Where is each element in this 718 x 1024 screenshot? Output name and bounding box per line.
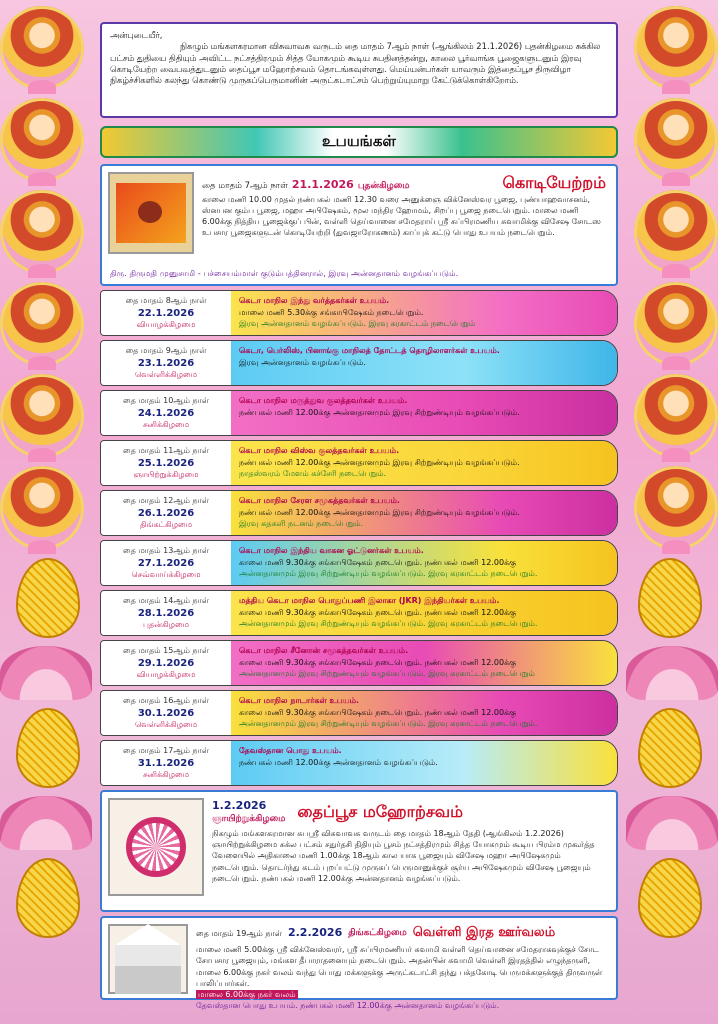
day-title: கெடா மாநில இந்திய வாகன ஓட்டுனர்கள் உபயம். bbox=[239, 546, 424, 555]
day-row bbox=[100, 340, 618, 386]
flag-day-title: கொடியேற்றம் bbox=[498, 172, 610, 194]
deity-figure-icon bbox=[0, 282, 84, 366]
heading-text: உபயங்கள் bbox=[322, 132, 396, 150]
day-details bbox=[231, 741, 617, 785]
deity-figure-icon bbox=[634, 374, 718, 458]
golden-leaf-icon bbox=[638, 708, 702, 788]
day-line2: நாதஸ்வரம் மேளம் கச்சேரி நடைபெறும். bbox=[239, 469, 387, 479]
flag-day-prefix: தை மாதம் 7ஆம் நாள் bbox=[202, 181, 288, 191]
flag-day-footer: திரு. திருமதி முனுசாமி - பச்சையம்மாள் குடும்பத்தினரால், இரவு அன்னதானம் வழங்கப்படும். bbox=[110, 268, 459, 278]
deity-figure-icon bbox=[634, 282, 718, 366]
day-weekday: சனிக்கிழமை bbox=[142, 769, 190, 779]
day-details bbox=[231, 641, 617, 685]
day-prefix: தை மாதம் 11ஆம் நாள் bbox=[123, 446, 209, 456]
day-row bbox=[100, 740, 618, 786]
golden-leaf-icon bbox=[638, 558, 702, 638]
day-line1: காலை மணி 9.30க்கு சங்காபிஷேகம் நடைபெறும். நண்பகல் மணி 12.00க்கு bbox=[239, 557, 517, 567]
day-line1: நண்பகல் மணி 12.00க்கு அன்னதானமும் இரவு சிற்றுண்டியும் வழங்கப்படும். bbox=[239, 457, 520, 467]
day-date-cell bbox=[101, 341, 231, 385]
day-line1: மாலை மணி 5.30க்கு சங்காபிஷேகம் நடைபெறும். bbox=[239, 307, 424, 317]
day-date: 28.1.2026 bbox=[137, 607, 195, 619]
day-title: தேவஸ்தான பொது உபயம். bbox=[239, 746, 342, 755]
day-details bbox=[231, 441, 617, 485]
day-date-cell bbox=[101, 541, 231, 585]
day-details bbox=[231, 341, 617, 385]
kavadi-image bbox=[108, 798, 204, 896]
chariot-body bbox=[188, 924, 610, 1011]
day-weekday: புதன்கிழமை bbox=[143, 619, 189, 629]
day-title: மத்திய கெடா மாநில பொதுப்பணி இலாகா (JKR) இந்தியர்கள் உபயம். bbox=[239, 596, 500, 605]
day-line1: காலை மணி 9.30க்கு சங்காபிஷேகம் நடைபெறும். நண்பகல் மணி 12.00க்கு bbox=[239, 707, 517, 717]
intro-box bbox=[100, 22, 618, 118]
day-details bbox=[231, 591, 617, 635]
day-line2: அன்னதானமும் இரவு சிற்றுண்டியும் வழங்கப்படும். இரவு கரகாட்டம் நடைபெறும் bbox=[239, 669, 535, 679]
day-weekday: திங்கட்கிழமை bbox=[139, 519, 193, 529]
day-weekday: ஞாயிற்றுக்கிழமை bbox=[133, 469, 199, 479]
day-date: 23.1.2026 bbox=[137, 357, 195, 369]
day-row bbox=[100, 390, 618, 436]
thaipusam-date: 1.2.2026 bbox=[212, 799, 267, 812]
lotus-icon bbox=[0, 796, 92, 850]
day-weekday: வியாழக்கிழமை bbox=[136, 669, 196, 679]
day-line1: நண்பகல் மணி 12.00க்கு அன்னதானமும் இரவு சிற்றுண்டியும் வழங்கப்படும். bbox=[239, 507, 520, 517]
day-line1: காலை மணி 9.30க்கு சங்காபிஷேகம் நடைபெறும். நண்பகல் மணி 12.00க்கு bbox=[239, 607, 517, 617]
flag-day-text: காலை மணி 10.00 முதல் நண்பகல் மணி 12.30 வரை அனுக்ஞை விக்னேஸ்வர பூஜை, புண்யாஹவாசனம், ஸ்னபன கும்ப பூஜை, மஹா அபிஷேகம், மூல மந்திர ஹோமம், சிறப்பு பூஜை நடைபெறும். மாலை மணி 6.00க்கு நித்திய பூஜைக்குப் பின், வள்ளி தெய்வானை சமேதராய் ஸ்ரீ சுப்பிரமணிய சுவாமிக்கு விசேஷ சோடஸ உபசார பூஜைகளுடன் கொடியேற்றி (துவஜாரோகணம்) காப்புக் கட்டு பொது உபயம் நடைபெறும். bbox=[202, 195, 601, 238]
day-row bbox=[100, 640, 618, 686]
thaipusam-header bbox=[212, 798, 610, 826]
day-line2: அன்னதானமும் இரவு சிற்றுண்டியும் வழங்கப்படும். இரவு கரகாட்டம் நடைபெறும். bbox=[239, 719, 538, 729]
thaipusam-card bbox=[100, 790, 618, 912]
main-content bbox=[100, 22, 618, 1011]
chariot-date: 2.2.2026 bbox=[287, 926, 343, 940]
golden-leaf-icon bbox=[16, 708, 80, 788]
day-details bbox=[231, 691, 617, 735]
day-prefix: தை மாதம் 17ஆம் நாள் bbox=[123, 746, 209, 756]
day-row bbox=[100, 290, 618, 336]
day-date: 24.1.2026 bbox=[137, 407, 195, 419]
flag-hoisting-card bbox=[100, 164, 618, 286]
chariot-highlight-line bbox=[196, 989, 610, 1000]
flag-hoisting-header bbox=[202, 172, 610, 194]
thaipusam-title: தைப்பூச மஹோற்சவம் bbox=[297, 801, 463, 821]
deity-figure-icon bbox=[0, 98, 84, 182]
day-weekday: செவ்வாய்க்கிழமை bbox=[131, 569, 201, 579]
day-line1: நண்பகல் மணி 12.00க்கு அன்னதானம் வழங்கப்படும். bbox=[239, 757, 438, 767]
day-prefix: தை மாதம் 14ஆம் நாள் bbox=[123, 596, 209, 606]
day-date-cell bbox=[101, 641, 231, 685]
day-line1: நண்பகல் மணி 12.00க்கு அன்னதானமும் இரவு சிற்றுண்டியும் வழங்கப்படும். bbox=[239, 407, 520, 417]
flag-day-weekday: புதன்கிழமை bbox=[357, 181, 410, 191]
day-title: கெடா மாநில நாடார்கள் உபயம். bbox=[239, 696, 360, 705]
day-prefix: தை மாதம் 16ஆம் நாள் bbox=[123, 696, 209, 706]
day-date-cell bbox=[101, 441, 231, 485]
chariot-header bbox=[196, 924, 610, 942]
flag-image bbox=[108, 172, 194, 254]
day-title: கெடா, பெர்லிஸ், பினாங்கு மாநிலத் தோட்டத் தொழிலாளர்கள் உபயம். bbox=[239, 346, 500, 355]
day-date: 30.1.2026 bbox=[137, 707, 195, 719]
section-heading bbox=[100, 126, 618, 158]
left-border bbox=[0, 0, 100, 1024]
chariot-image bbox=[108, 924, 188, 994]
day-title: கெடா மாநில சேரள சமூகத்தவர்கள் உபயம். bbox=[239, 496, 400, 505]
day-weekday: வெள்ளிக்கிழமை bbox=[134, 719, 198, 729]
day-line1: காலை மணி 9.30க்கு சங்காபிஷேகம் நடைபெறும். நண்பகல் மணி 12.00க்கு bbox=[239, 657, 517, 667]
deity-figure-icon bbox=[0, 6, 84, 90]
golden-leaf-icon bbox=[16, 558, 80, 638]
day-row bbox=[100, 440, 618, 486]
day-date-cell bbox=[101, 591, 231, 635]
day-details bbox=[231, 391, 617, 435]
day-line2: இரவு கதகளி நடனம் நடைபெறும். bbox=[239, 519, 364, 529]
day-row bbox=[100, 690, 618, 736]
golden-leaf-icon bbox=[16, 858, 80, 938]
day-line2: அன்னதானமும் இரவு சிற்றுண்டியும் வழங்கப்படும். இரவு கரகாட்டம் நடைபெறும். bbox=[239, 619, 538, 629]
day-weekday: வெள்ளிக்கிழமை bbox=[134, 369, 198, 379]
day-weekday: சனிக்கிழமை bbox=[142, 419, 190, 429]
day-weekday: வியாழக்கிழமை bbox=[136, 319, 196, 329]
rooster-flag-icon bbox=[116, 183, 186, 243]
day-line1: இரவு அன்னதானம் வழங்கப்படும். bbox=[239, 357, 366, 367]
silver-chariot-icon bbox=[115, 924, 181, 994]
day-date-cell bbox=[101, 491, 231, 535]
chariot-text: மாலை மணி 5.00க்கு ஸ்ரீ விக்னேஸ்வரர், ஸ்ரீ சுப்பிரமணியர் சுவாமி வள்ளி தெய்வானை சமேதராகவுக்குச் சோட சோபசார பூஜையும், மங்கள தீபாராதனையும் நடைபெறும். அதன்பின் சுவாமி வெள்ளி இரதத்தில் எழுந்தருளி, மாலை 6.00க்கு நகர் வலம் வந்து பொது மக்களுக்கு அருட்கடாட்சி தந்து பக்தகோடி பெருமக்களுக்குத் திருவருள் பாலிப்பார்கள். bbox=[196, 945, 603, 988]
day-date: 29.1.2026 bbox=[137, 657, 195, 669]
day-row bbox=[100, 540, 618, 586]
lotus-icon bbox=[626, 646, 718, 700]
deity-figure-icon bbox=[634, 6, 718, 90]
day-details bbox=[231, 541, 617, 585]
flag-day-date: 21.1.2026 bbox=[291, 178, 354, 191]
intro-salutation: அன்புடையீர், bbox=[110, 30, 163, 40]
golden-leaf-icon bbox=[638, 858, 702, 938]
deity-figure-icon bbox=[0, 466, 84, 550]
day-prefix: தை மாதம் 8ஆம் நாள் bbox=[125, 296, 207, 306]
day-date: 22.1.2026 bbox=[137, 307, 195, 319]
day-date-cell bbox=[101, 691, 231, 735]
deity-figure-icon bbox=[634, 98, 718, 182]
day-date: 27.1.2026 bbox=[137, 557, 195, 569]
thaipusam-body bbox=[204, 798, 610, 904]
deity-figure-icon bbox=[0, 190, 84, 274]
chariot-title: வெள்ளி இரத ஊர்வலம் bbox=[412, 925, 556, 940]
thaipusam-text: நிகழும் மங்களகரமான சுபஸ்ரீ விசுவாவசு வருடம் தை மாதம் 18ஆம் தேதி (ஆங்கிலம் 1.2.2026) ஞாயிற்றுக்கிழமை சுக்ல பட்சம் சதுர்தசி திதியும் பூசம் நட்சத்திரமும் சித்த யோகமும் கூடிய பிரம்ம முகூர்த்த வேளையில் அதிகாலை மணி 1.00க்கு 18ஆம் கால யாக பூஜையும் விசேஷ மஹா அபிஷேகமும் நடைபெறும். தொடர்ந்து கடம் புறப்பட்டு முருகப் பெருமானுக்குச் சூர்ய அபிஷேகமும் விசேஷ பூஜையும் நடைபெறும். நண்பகல் மணி 12.00க்கு அன்னதானம் வழங்கப்படும். bbox=[212, 828, 595, 883]
chariot-weekday: திங்கட்கிழமை bbox=[348, 927, 407, 938]
deity-figure-icon bbox=[634, 190, 718, 274]
deity-figure-icon bbox=[0, 374, 84, 458]
day-prefix: தை மாதம் 12ஆம் நாள் bbox=[123, 496, 209, 506]
thaipusam-weekday: ஞாயிற்றுக்கிழமை bbox=[212, 814, 286, 825]
day-prefix: தை மாதம் 15ஆம் நாள் bbox=[123, 646, 209, 656]
flag-hoisting-body bbox=[194, 172, 610, 278]
day-date: 26.1.2026 bbox=[137, 507, 195, 519]
day-date: 31.1.2026 bbox=[137, 757, 195, 769]
day-prefix: தை மாதம் 9ஆம் நாள் bbox=[125, 346, 207, 356]
lotus-icon bbox=[0, 646, 92, 700]
day-date-cell bbox=[101, 741, 231, 785]
daily-schedule bbox=[100, 290, 618, 786]
day-details bbox=[231, 491, 617, 535]
chariot-highlight: மாலை 6.00க்கு நகர் வலம் bbox=[198, 989, 296, 999]
day-title: கெடா மாநில இந்து வர்த்தகர்கள் உபயம். bbox=[239, 296, 390, 305]
right-border bbox=[618, 0, 718, 1024]
intro-body: நிகழும் மங்களகரமான விசுவாவசு வருடம் தை மாதம் 7ஆம் நாள் (ஆங்கிலம் 21.1.2026) புதன்கிழமை சுக்கில பட்சம் துதியை திதியும் அவிட்ட நட்சத்திரமும் சித்த யோகமும் கூடிய சுபதினத்தன்று, காலை பூர்வாங்க பூஜைகளுடனும் இரவு கொடியேற்ற வைபவத்துடனும் தைப்பூச மஹோற்சவம் தொடங்கவுள்ளது. மெய்யன்பர்கள் யாவரும் இத்தைப்பூச திருவிழா நிகழ்ச்சிகளில் கலந்து கொண்டு முருகப்பெருமானின் அருட்கடாட்சம் பெற்றுய்யுமாறு கேட்டுக்கொள்கிறோம். bbox=[110, 41, 601, 86]
day-row bbox=[100, 590, 618, 636]
chariot-card bbox=[100, 916, 618, 1011]
day-title: கெடா மாநில மருத்துவ குலத்தவர்கள் உபயம். bbox=[239, 396, 408, 405]
day-line2: இரவு அன்னதானம் வழங்கப்படும். இரவு கரகாட்டம் நடைபெறும் bbox=[239, 319, 476, 329]
day-line2: அன்னதானமும் இரவு சிற்றுண்டியும் வழங்கப்படும். இரவு கரகாட்டம் நடைபெறும். bbox=[239, 569, 538, 579]
lotus-icon bbox=[626, 796, 718, 850]
day-details bbox=[231, 291, 617, 335]
chariot-footer: தேவஸ்தான பொது உபயம். நண்பகல் மணி 12.00க்கு அன்னதானம் வழங்கப்படும். bbox=[196, 1001, 500, 1011]
chariot-prefix: தை மாதம் 19ஆம் நாள் bbox=[196, 928, 282, 938]
day-prefix: தை மாதம் 10ஆம் நாள் bbox=[123, 396, 209, 406]
day-title: கெடா மாநில சீனோன் சமூகத்தவர்கள் உபயம். bbox=[239, 646, 409, 655]
deity-figure-icon bbox=[634, 466, 718, 550]
day-date: 25.1.2026 bbox=[137, 457, 195, 469]
day-date-cell bbox=[101, 391, 231, 435]
day-date-cell bbox=[101, 291, 231, 335]
kavadi-icon bbox=[126, 817, 186, 877]
day-title: கெடா மாநில விஸ்வ குலத்தவர்கள் உபயம். bbox=[239, 446, 400, 455]
day-prefix: தை மாதம் 13ஆம் நாள் bbox=[123, 546, 209, 556]
day-row bbox=[100, 490, 618, 536]
